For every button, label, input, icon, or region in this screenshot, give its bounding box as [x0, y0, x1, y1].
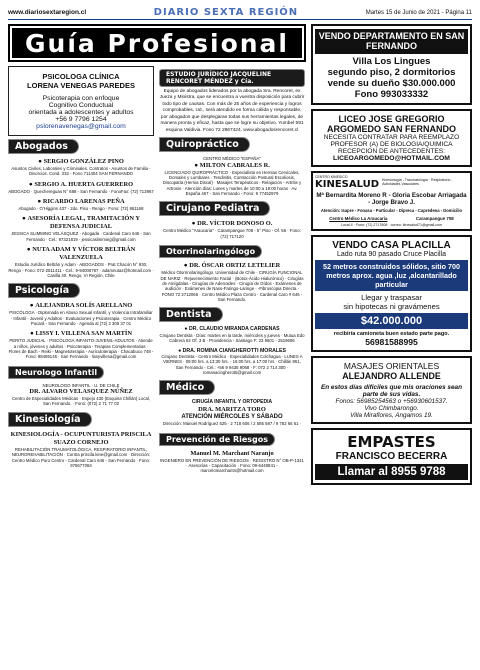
- section-medico: Médico: [159, 380, 215, 395]
- ad-line: Villa Miraflores, Angamos 19.: [350, 411, 433, 419]
- listing-name: ● DRA. ROMINA CIANGHEROTTI MORALES: [159, 348, 305, 355]
- listing-name: ● ASESORÍA LEGAL, TRAMITACIÓN Y DEFENSA JUDICIAL: [8, 215, 154, 231]
- listing-detail: Cirujano Dentista · Días: martes en la tarde, miércoles y jueves · Mutua Edo Cabrera 62 Of. 3 B · Providencia - Santiago F: 23 9601 - 2519606: [159, 332, 305, 344]
- guide-banner: [8, 24, 306, 62]
- listing-name: ● DR. ÓSCAR ORTIZ LETELIER: [159, 262, 305, 270]
- psicologa-name: LORENA VENEGAS PAREDES: [27, 81, 135, 90]
- ad-brand-sub: CENTRO KINESICO: [315, 174, 348, 179]
- listing-kinesiologia: [8, 429, 154, 470]
- ad-phone[interactable]: Llamar al 8955 9788: [315, 464, 468, 480]
- listing-attention: ATENCIÓN MIÉRCOLES Y SÁBADO: [181, 413, 283, 420]
- classifieds-column: [311, 24, 472, 664]
- listing-dentista: [159, 346, 305, 378]
- ad-title: MASAJES ORIENTALES: [343, 360, 440, 371]
- listing-neurologo: [8, 381, 154, 409]
- listing-abogado: [8, 196, 154, 213]
- ad-phone[interactable]: Fono 993033332: [354, 88, 429, 100]
- ad-tagline: Kinesiología - Traumatología · Respiratorio - Actividades Vasculares: [382, 178, 453, 187]
- listing-abogado: [8, 213, 154, 244]
- listing-title: CIRUGÍA INFANTIL Y ORTOPEDIA: [191, 399, 273, 406]
- listing-detail: Dirección: Manuel Rodríguez 525 · 2 718 606 / 2 585 597 / 9 782 66 61 ·: [162, 421, 302, 427]
- guide-title: Guía Profesional: [25, 28, 289, 58]
- ad-line: recibiría camioneta buen estado parte pago.: [333, 330, 450, 337]
- listing-abogado: [8, 156, 154, 179]
- listing-medico: [159, 397, 305, 428]
- listing-name: ● DR. CLAUDIO MIRANDA CARDENAS: [159, 326, 305, 333]
- section-cirujano-pediatra: Cirujano Pediatra: [159, 201, 270, 216]
- ad-contact: Local 4 · Fono: (72) 2717808 · correo: kinesalud71@gmail.com: [341, 222, 442, 227]
- ad-line: segundo piso, 2 dormitorios: [327, 66, 456, 78]
- ad-kinesalud: [311, 171, 472, 231]
- listing-detail: LICENCIADO QUIROPRÁCTICO · Especialista en Hernias Cervicales, Dorsales y Lumbares · Tendinitis, Contracción Postural Escoliosis, Discopatía (Hernia Discal) · Masajes Terapéuticos - Relajación - Artritis y Artrosis · Atención días: Lunes y martes de 10:00 a 19:00 horas · Av. España 467 - San Fernando - Fono: 9 77452979: [162, 169, 302, 197]
- listing-name: ● LISSY I. VILLENA SAN MARTÍN: [8, 330, 154, 338]
- listing-detail: REHABILITACIÓN TRAUMATOLÓGICA, RESPIRATORIO INFANTIL, NEUROREHABILITACIÓN · Contra priscila.kine@gmail.com · Dirección: Centro Médico Puro Centro - Cardenal Caro 646 - San Fernando · Fono: 975677084: [11, 446, 151, 468]
- listing-name: ● MILTON CABRALES R.: [159, 162, 305, 170]
- listing-abogado: [8, 244, 154, 280]
- listing-detail: Abogado · O'Higgins 437 - 2do. Piso - Rengo · Fono: (72) 861168: [18, 206, 144, 212]
- ad-line: Villa Los Lingues: [352, 55, 431, 67]
- listing-detail: Asuntos Civiles, Laborales y Criminales. Contratos - Asuntos de Familia - Divorcios. Cond. 332 - Fono 711404 SAN FERNANDO: [11, 166, 151, 177]
- listing-name: ● RICARDO LARENAS PEÑA: [8, 198, 154, 206]
- ad-title: VENDO DEPARTAMENTO EN SAN FERNANDO: [315, 29, 468, 54]
- psicologa-title: PSICOLOGA CLÍNICA: [42, 72, 120, 81]
- section-neurologo: Neurologo Infantil: [8, 366, 104, 379]
- ad-email[interactable]: LICEOARGOMEDO@HOTMAIL.COM: [333, 154, 450, 162]
- listing-name: ● ALEJANDRA SOLÍS ARELLANO: [8, 302, 154, 310]
- section-psicologia: Psicología: [8, 283, 80, 298]
- listing-name: KINESIOLOGÍA - OCUPUNTURISTA PRISCILA SUAZO CORNEJO: [10, 430, 152, 446]
- section-prevencion: Prevención de Riesgos: [159, 433, 275, 446]
- ad-highlight: 52 metros construidos sólidos, sitio 700 metros aprox. agua ,luz ,alcantarillado particular: [315, 260, 468, 291]
- listing-detail: JESSICA SLIMMING VELÁSQUEZ · Abogada · Cardenal Caro 646 - San Fernando · Cel.: 97321819 · jessicaslimming@gmail.com: [11, 231, 151, 242]
- listing-name: ● SERGIO GONZÁLEZ PINO: [8, 158, 154, 166]
- ad-phone[interactable]: Fonos: 56985254563 o +56930601537.: [335, 397, 448, 405]
- ad-line: Llegar y traspasar: [361, 292, 422, 302]
- listing-quiropractico: [159, 154, 305, 198]
- kinesalud-logo: KINESALUD: [315, 178, 380, 190]
- ad-names: Mª Bernardita Moreno R - Gloria Escobar Arriagada - Jorge Bravo J.: [316, 191, 467, 206]
- ad-title: VENDO CASA PLACILLA: [332, 239, 451, 251]
- psicologa-phone[interactable]: +56 9 7796 1254: [55, 116, 107, 123]
- ad-name: ALEJANDRO ALLENDE: [342, 370, 441, 381]
- ad-line: Vivo Chimbarongo.: [364, 404, 419, 412]
- listing-dentista: [159, 324, 305, 345]
- listing-center: CENTRO MÉDICO "ESPAÑA": [203, 156, 261, 162]
- ad-line: RECEPCION DE ANTECEDENTES:: [338, 147, 445, 155]
- ad-price: $42.000.000: [315, 313, 468, 329]
- newspaper-name: DIARIO SEXTA REGIÓN: [153, 7, 299, 18]
- ad-title: EMPASTES: [347, 432, 436, 451]
- listing-otorrino: [159, 260, 305, 304]
- listing-name: DRA. MARITZA TORO: [198, 405, 266, 413]
- listing-detail: Cirujano Dentista - Centro Médico · Especialidades Colchagua · LUNES A VIERNES · 09:00 hrs. a 13:30 hrs. - 16:00 hrs. a 17:00 hrs · Chillán 951, San Fernando - Cel.: +56 9 9435 9068 · F: 072 2 714 300 · romanacingherotti@gmail.com: [161, 354, 303, 376]
- psicologa-email[interactable]: pslorenavenegas@gmail.com: [36, 123, 126, 130]
- ad-phone[interactable]: 56981588995: [365, 336, 418, 347]
- section-quiropractico: Quiropráctico: [159, 137, 250, 152]
- ad-place: Centro Médico La Araucaria: [329, 215, 388, 221]
- listing-name: ● NUTA ADAM Y VÍCTOR BELTRÁN VALENZUELA: [8, 246, 154, 262]
- ad-line: En estos días difíciles que mis oraciones sean parte de sus vidas.: [320, 383, 462, 398]
- listing-detail: PSICÓLOGA · Diplomada en Abuso Sexual Infantil, y Violencia Intrafamiliar · Infantil - Juvenil y Adultos · Evaluaciones y Psicoterapia · Centro Médico Pucará - San Fernando · Agenda al (72) 2 305 37 01: [9, 310, 153, 326]
- psicologa-line: Cognitivo Conductual: [48, 102, 114, 109]
- ad-line: Atención: Isapre - Fonasa - Particular - Dipreca - Capredena - Domicilio: [320, 207, 463, 213]
- listing-abogado: [8, 179, 154, 196]
- ad-empastes: [311, 428, 472, 485]
- listing-role: NEUROLOGO INFANTIL · U. DE CHILE: [42, 382, 120, 388]
- section-otorrino: Otorrinolaringólogo: [159, 245, 262, 258]
- ad-title: LICEO JOSE GREGORIO: [338, 113, 445, 124]
- psicologa-line: Psicoterapia con enfoque: [42, 95, 120, 102]
- listing-name: ● SERGIO A. HUERTA GUERRERO: [8, 181, 154, 189]
- issue-date: Martes 15 de Junio de 2021 - Página 11: [365, 9, 472, 16]
- ad-price: vende su dueño $30.000.000: [327, 77, 456, 89]
- ad-vendo-departamento: [311, 24, 472, 105]
- listing-cirujano: [159, 218, 305, 241]
- listing-name: DR. ALVARO VELASQUEZ NÚÑEZ: [29, 388, 133, 396]
- section-kinesiologia: Kinesiología: [8, 412, 92, 427]
- site-url[interactable]: www.diariosextaregion.cl: [8, 9, 87, 16]
- listing-detail: Estudio Jurídico Beltrán y Adam · ABOGADOS · Prat Chacón N° 930, Rengo - Fono: 072-2511411 · Cel.: 9-94006787 · adamnutaz@hotmail.com · Casilla 40. Rengo, VI Región, Chile: [8, 262, 154, 278]
- listing-detail: Médico Otorrinolaringólogo. Universidad de Chile · CIRUGÍA FUNCIONAL DE NARIZ · Rejuvenecimiento Facial · (Botox-Ácido Hialurónico) · Cirugías de Amígdalas - Cirugías de Adenoides · Cirugía de Oídos - Exámenes de audición · Exámenes de Naso-Faringo-Laringe · -Fibroscopia Directa · FONO 72 2712065 · Centro Médico Plaza Centro · Cardenal Caro # 646 - San Fernando.: [160, 270, 304, 302]
- ad-vendo-casa: [311, 235, 472, 352]
- listing-detail: PERITO JUDICIAL · PSICÓLOGA INFANTO-JUVENIL-ADULTOS · Atiende a niños, jóvenes y adultos · Psicoterapia - Terapias Complementarias · Flores de Bach - Reiki - Magnetoterapia - Auriculoterapia · Chacabuco 748 - Fono: 98459145 · San Fernando · lissyvillena@gmail.com: [8, 338, 154, 360]
- ad-line: Lado ruta 90 pasado Cruce Placilla: [337, 250, 446, 258]
- estudio-juridico-text: Equipo de abogados liderados por la abogada Sra. Rencoret, ex Jueza y Ministra, que se encuentra a vuestra disposición para cubrir todo tipo de causas. Con más de 25 años de experiencia y logros comprobables, Ud., será atendido en forma cálida y responsable, por abogados que desplegaran todas sus herramientas legales, de manera pronta y eficaz, hasta que se logre su objetivo. Yumbel 591 esquina Valdivia. Fono 72 2967424. www.abogadosrencoret.cl: [159, 89, 305, 133]
- section-estudio-juridico: ESTUDIO JURÍDICO JACQUELINE RENCORET MÉNDEZ y Cía.: [159, 69, 305, 87]
- psicologa-line: orientada a adolescentes y adultos: [28, 109, 134, 116]
- listing-psicologo: [8, 300, 154, 328]
- ad-address: Carampangue 708: [415, 215, 454, 221]
- ad-line: NECESITA CONTRATAR PARA REEMPLAZO: [323, 133, 460, 141]
- listing-detail: ABOGADO · Quechereguas N° 688 - San Fernando · FonoFax: (72) 713967: [8, 188, 154, 194]
- listing-name: ● DR. VÍCTOR DONOSO O.: [159, 220, 305, 228]
- listing-psicologo: [8, 328, 154, 361]
- listing-detail: Centro Médico "Araucaria" · Carampangue 708 - 5° Piso - Of. 56 · Fono: (72) 717120: [163, 228, 301, 239]
- section-abogados: Abogados: [8, 139, 79, 154]
- listing-name: Manuel M. Marchant Naranjo: [190, 449, 274, 457]
- page-header: [8, 6, 472, 20]
- listing-detail: INGENIERO EN PREVENCIÓN DE RIESGOS · REGISTRO N° OB-P-1341 · Asesorías - Capacitación · Fono: 09-6448841 - marcelomarchantn@hotmail.com: [160, 457, 304, 474]
- ad-name: FRANCISCO BECERRA: [335, 450, 448, 462]
- ad-masajes: [311, 356, 472, 424]
- ad-line: PROFESOR (A) DE BIOLOGIA/QUIMICA: [330, 140, 453, 148]
- ad-liceo: [311, 109, 472, 167]
- psicologa-ad: [8, 66, 154, 136]
- ad-title: ARGOMEDO SAN FERNANDO: [326, 123, 456, 134]
- guide-left-column: [8, 66, 154, 476]
- guide-column: [8, 24, 306, 664]
- ad-line: sin hipotecas ni gravámenes: [343, 301, 440, 311]
- section-dentista: Dentista: [159, 307, 223, 322]
- listing-detail: Centro de Especialidades Médicas · Espejo 430 (Esquina Chillán) Local, San Fernando. · Fono: (072) 2 71 77 02: [11, 396, 151, 407]
- guide-right-column: [159, 66, 305, 476]
- listing-prevencion: [159, 448, 305, 476]
